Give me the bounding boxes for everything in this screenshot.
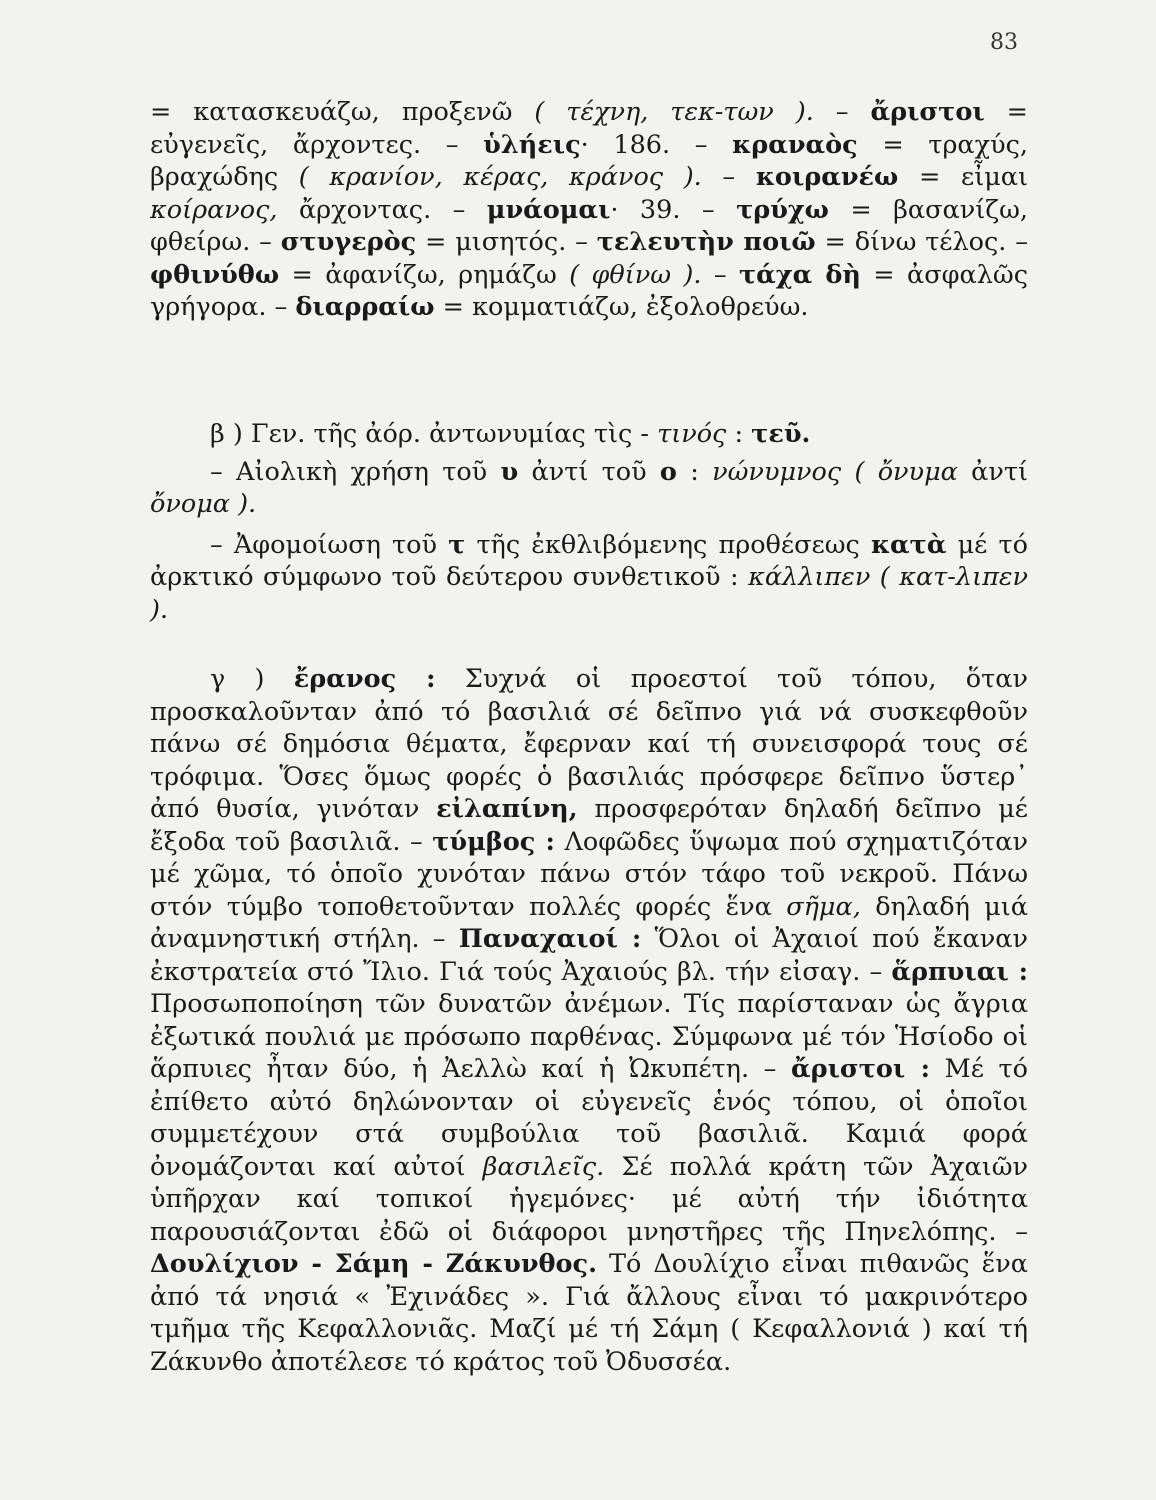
grammar-notes-b (150, 418, 1028, 626)
commentary-paragraph-c (150, 663, 1028, 1378)
note-genitive: β ) Γεν. τῆς ἀόρ. ἀντωνυμίας τὶς - τινός : τεῦ. (210, 419, 811, 449)
note-assimilation: – Ἀφομοίωση τοῦ τ τῆς ἐκθλιβόμενης προθέσεως κατὰ μέ τό ἀρκτικό σύμφωνο τοῦ δεύτερου συνθετικοῦ : κάλλιπεν ( κατ-λιπεν ). (150, 529, 1029, 625)
note-aeolic: – Αἰολικὴ χρήση τοῦ υ ἀντί τοῦ ο : νώνυμνος ( ὄνυμα ἀντί ὄνομα ). (150, 456, 1028, 519)
commentary-text: γ ) ἔρανος : Συχνά οἱ προεστοί τοῦ τόπου, ὅταν προσκαλοῦνταν ἀπό τό βασιλιά σέ δεῖπνο γιά νά συσκεφθοῦν πάνω σέ δημόσια θέματα, ἔφερναν καί τή συνεισφορά τους σέ τρόφιμα. Ὅσες ὅμως φορές ὁ βασιλιάς πρόσφερε δεῖπνο ὕστερ᾽ ἀπό θυσία, γινόταν εἰλαπίνη, προσφερόταν δηλαδή δεῖπνο μέ ἔξοδα τοῦ βασιλιᾶ. – τύμβος : Λοφῶδες ὕψωμα πού σχηματιζόταν μέ χῶμα, τό ὁποῖο χυνόταν πάνω στόν τάφο τοῦ νεκροῦ. Πάνω στόν τύμβο τοποθετοῦνταν πολλές φορές ἕνα σῆμα, δηλαδή μιά ἀναμνηστική στήλη. – Παναχαιοί : Ὅλοι οἱ Ἀχαιοί πού ἔκαναν ἐκστρατεία στό Ἴλιο. Γιά τούς Ἀχαιούς βλ. τήν εἰσαγ. – ἅρπυιαι : Προσωποποίηση τῶν δυνατῶν ἀνέμων. Τίς παρίσταναν ὡς ἄγρια ἐξωτικά πουλιά με πρόσωπο παρθένας. Σύμφωνα μέ τόν Ἡσίοδο οἱ ἅρπυιες ἦταν δύο, ἡ Ἀελλὼ καί ἡ Ὠκυπέτη. – ἄριστοι : Μέ τό ἐπίθετο αὐτό δηλώνονταν οἱ εὐγενεῖς ἑνός τόπου, οἱ ὁποῖοι συμμετέχουν στά συμβούλια τοῦ βασιλιᾶ. Καμιά φορά ὀνομάζονται καί αὐτοί βασιλεῖς. Σέ πολλά κράτη τῶν Ἀχαιῶν ὑπῆρχαν καί τοπικοί ἡγεμόνες· μέ αὐτή τήν ἰδιότητα παρουσιάζονται ἐδῶ οἱ διάφοροι μνηστῆρες τῆς Πηνελόπης. – Δουλίχιον - Σάμη - Ζάκυνθος. Τό Δουλίχιο εἶναι πιθανῶς ἕνα ἀπό τά νησιά « Ἐχινάδες ». Γιά ἄλλους εἶναι τό μακρινότερο τμῆμα τῆς Κεφαλλονιᾶς. Μαζί μέ τή Σάμη ( Κεφαλλονιά ) καί τή Ζάκυνθο ἀποτέλεσε τό κράτος τοῦ Ὀδυσσέα. (150, 664, 1028, 1377)
page-number: 83 (990, 30, 1018, 55)
glossary-text: = κατασκευάζω, προξενῶ ( τέχνη, τεκ-των ). – ἄριστοι = εὐγενεῖς, ἄρχοντες. – ὑλήεις· 186. – κραναὸς = τραχύς, βραχώδης ( κρανίον, κέρας, κράνος ). – κοιρανέω = εἶμαι κοίρανος, ἄρχοντας. – μνάομαι· 39. – τρύχω = βασανίζω, φθείρω. – στυγερὸς = μισητός. – τελευτὴν ποιῶ = δίνω τέλος. – φθινύθω = ἀφανίζω, ρημάζω ( φθίνω ). – τάχα δὴ = ἀσφαλῶς γρήγορα. – διαρραίω = κομματιάζω, ἐξολοθρεύω. (150, 97, 1028, 322)
glossary-paragraph-a (150, 96, 1028, 324)
